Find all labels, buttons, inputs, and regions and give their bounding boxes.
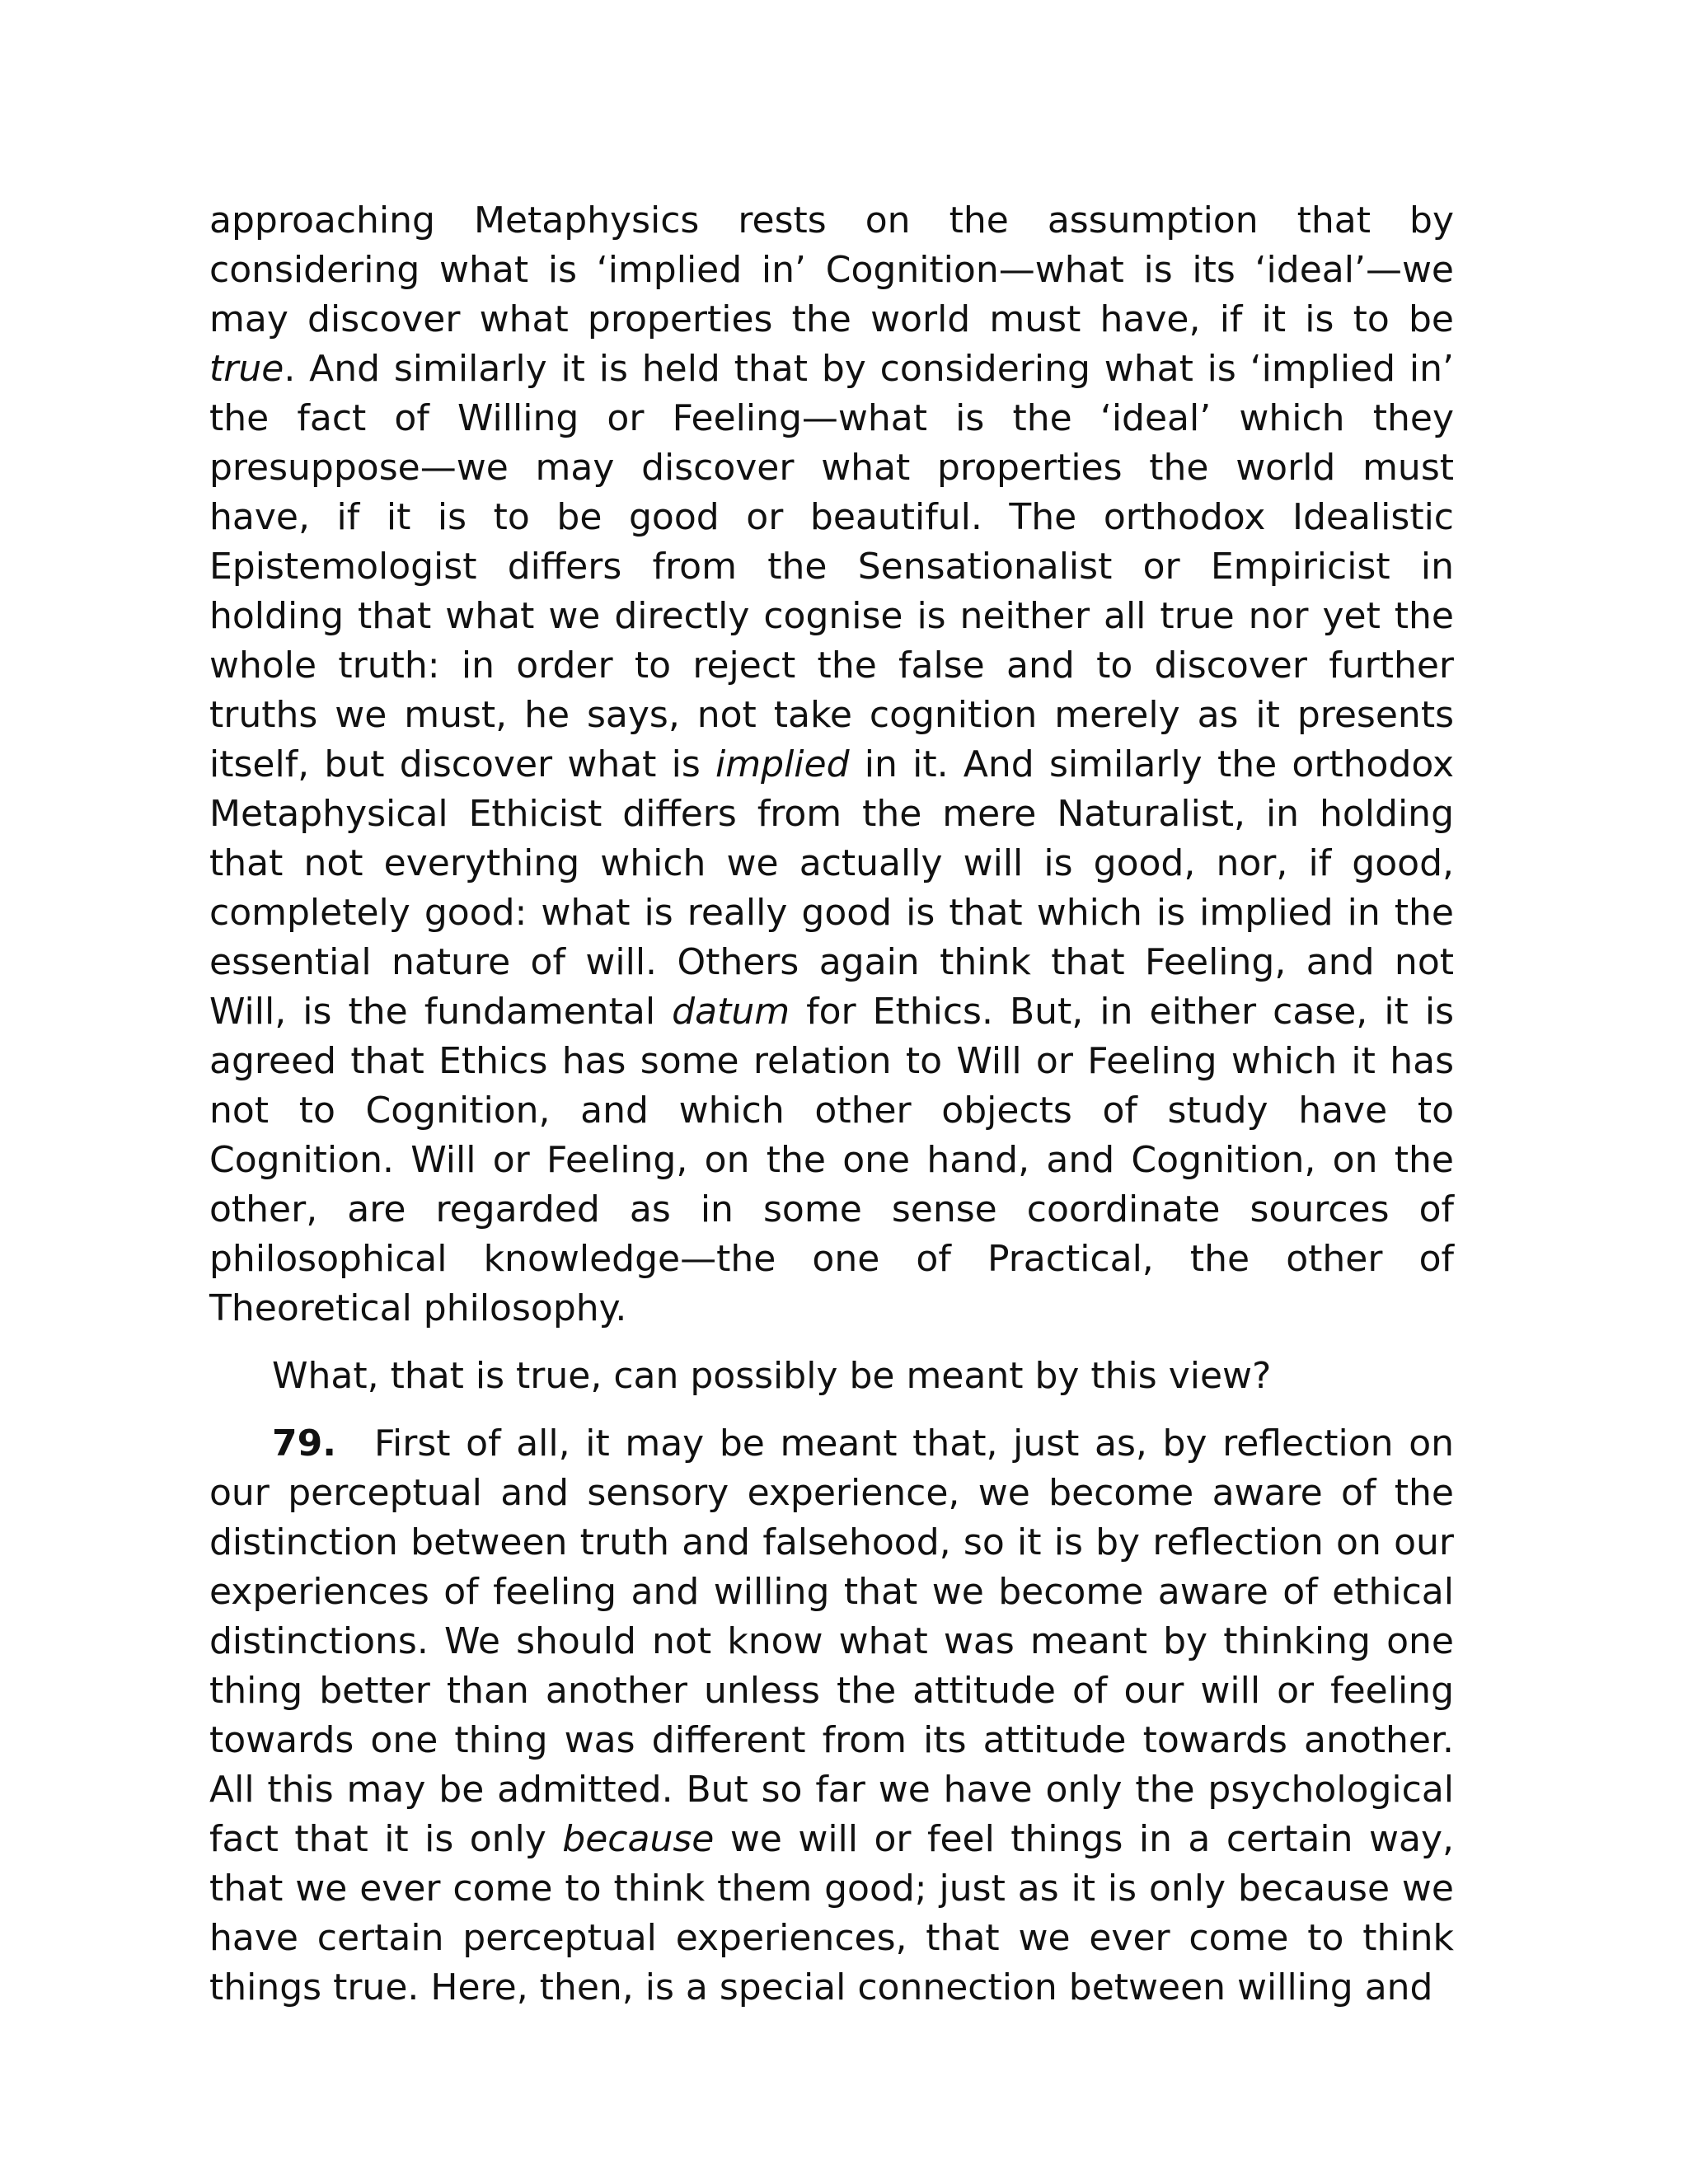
text-run: approaching Metaphysics rests on the assumption that by considering what is ‘implied in’ Cognition—what is its ‘ideal’—we may discover what properties the world must have, if it is to be — [209, 199, 1454, 340]
section-number: 79. — [272, 1422, 336, 1465]
paragraph-2 — [209, 1352, 1454, 1401]
text-run: for Ethics. But, in either case, it is agreed that Ethics has some relation to Will or Feeling which it has not to Cognition, and which other objects of study have to Cognition. Will or Feeling, on the one hand, and Cognition, on the other, are regarded as in some sense coordinate sources of philosophical knowledge—the one of Practical, the other of Theoretical philosophy. — [209, 991, 1454, 1329]
paragraph-3 — [209, 1419, 1454, 2013]
italic-run: because — [562, 1818, 715, 1860]
text-run: in it. And similarly the orthodox Metaphysical Ethicist differs from the mere Naturalist, in holding that not everything which we actually will is good, nor, if good, completely good: what is really good is that which is implied in the essential nature of will. Others again think that Feeling, and not Will, is the fundamental — [209, 743, 1455, 1033]
text-run: we will or feel things in a certain way, that we ever come to think them good; just as it is only because we have certain perceptual experiences, that we ever come to think things true. Here, then, is a special connection between willing and — [209, 1818, 1454, 2008]
text-run: First of all, it may be meant that, just as, by reflection on our perceptual and sensory experience, we become aware of the distinction between truth and falsehood, so it is by reflection on our experiences of feeling and willing that we become aware of ethical distinctions. We should not know what was meant by thinking one thing better than another unless the attitude of our will or feeling towards one thing was different from its attitude towards another. All this may be admitted. But so far we have only the psychological fact that it is only — [209, 1422, 1454, 1860]
text-run: . And similarly it is held that by considering what is ‘implied in’ the fact of Willing or Feeling—what is the ‘ideal’ which they presuppose—we may discover what properties the world must have, if it is to be good or beautiful. The orthodox Idealistic Epistemologist differs from the Sensationalist or Empiricist in holding that what we directly cognise is neither all true nor yet the whole truth: in order to reject the false and to discover further truths we must, he says, not take cognition merely as it presents itself, but discover what is — [209, 348, 1454, 785]
italic-run: true — [209, 348, 284, 390]
document-page — [209, 196, 1454, 2013]
paragraph-1 — [209, 196, 1454, 1333]
italic-run: datum — [672, 991, 790, 1033]
text-run: What, that is true, can possibly be meant by this view? — [272, 1355, 1272, 1397]
italic-run: implied — [715, 743, 850, 785]
